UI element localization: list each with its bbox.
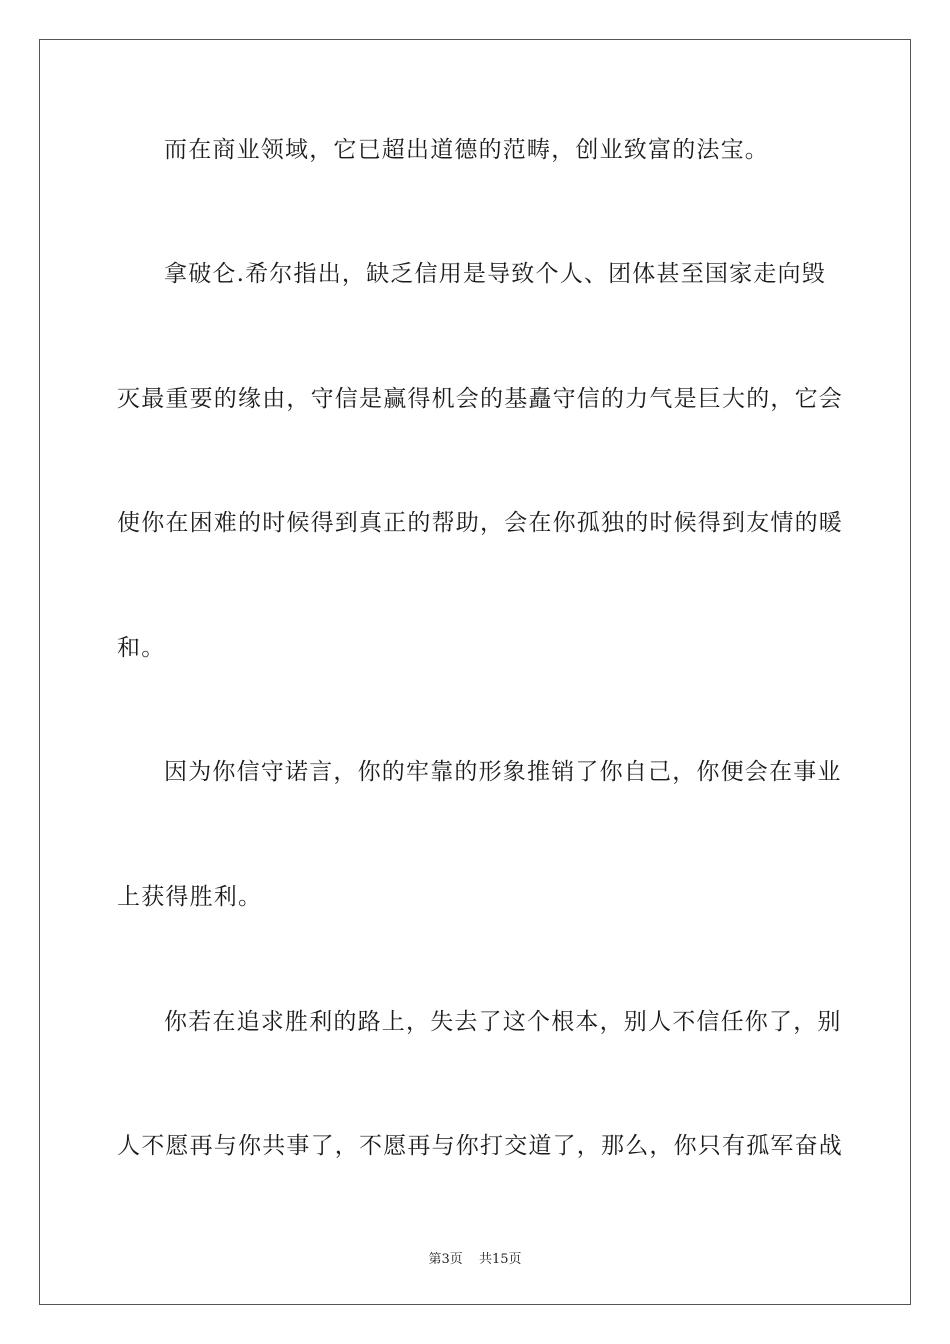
page-footer [0,1248,950,1267]
total-pages: 共15页 [478,1252,522,1267]
paragraph-line: 使你在困难的时候得到真正的帮助，会在你孤独的时候得到友情的暖 [117,510,843,536]
paragraph-line: 因为你信守诺言，你的牢靠的形象推销了你自己，你便会在事业 [164,759,842,785]
paragraph-line: 而在商业领域，它已超出道德的范畴，创业致富的法宝。 [164,137,769,163]
paragraph-line: 和。 [117,635,166,661]
paragraph-line: 上获得胜利。 [117,884,263,910]
paragraph-line: 你若在追求胜利的路上，失去了这个根本，别人不信任你了，别 [164,1009,842,1035]
page-border [39,39,911,1305]
page-number: 第3页 [428,1252,463,1267]
paragraph-line: 拿破仑.希尔指出，缺乏信用是导致个人、团体甚至国家走向毁 [164,261,826,287]
paragraph-line: 人不愿再与你共事了，不愿再与你打交道了，那么，你只有孤军奋战 [117,1133,843,1159]
paragraph-line: 灭最重要的缘由，守信是赢得机会的基矗守信的力气是巨大的，它会 [117,386,843,412]
